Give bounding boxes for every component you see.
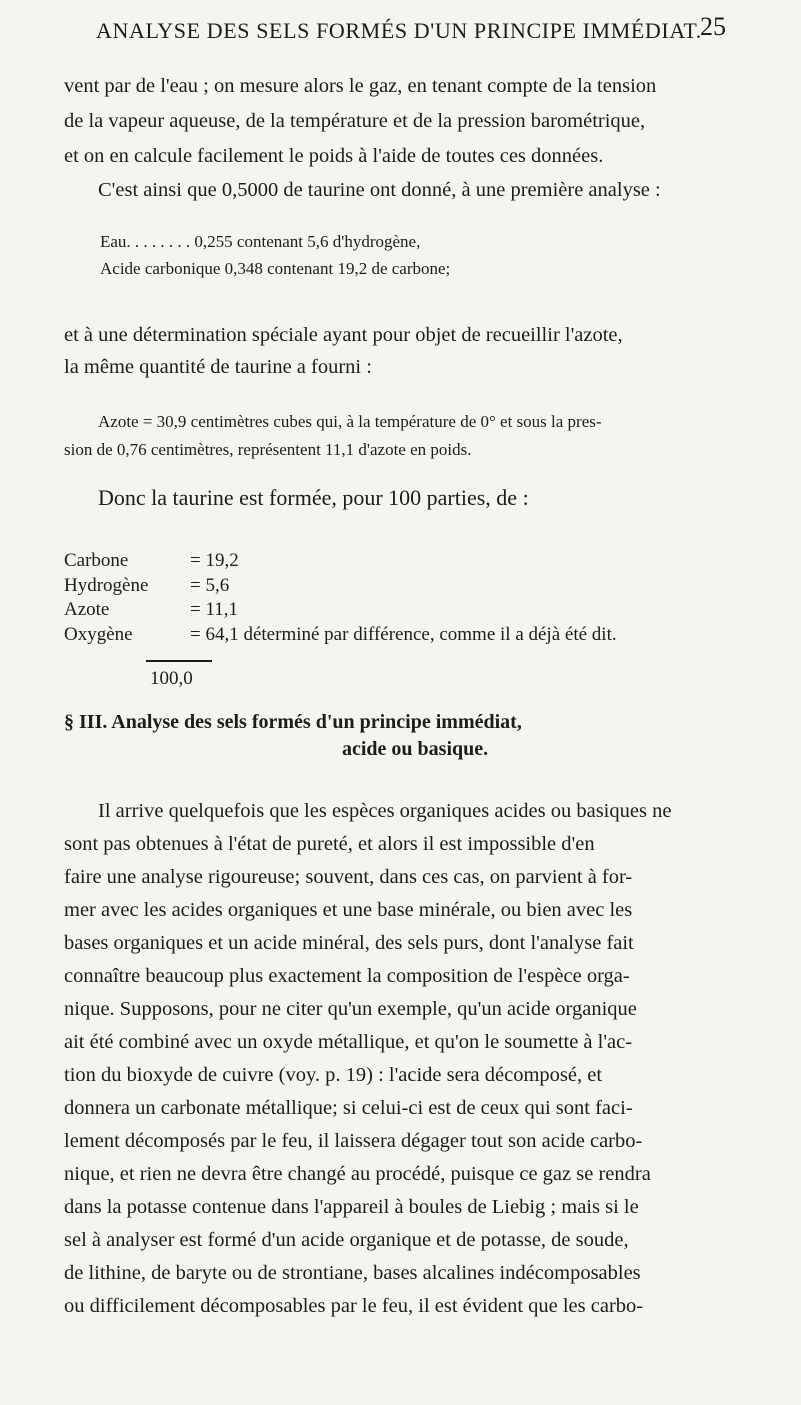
body-line: nique, et rien ne devra être changé au procédé, puisque ce gaz se rendra — [64, 1163, 651, 1185]
body-line: ait été combiné avec un oxyde métallique, et qu'on le soumette à l'ac- — [64, 1031, 633, 1053]
body-line: bases organiques et un acide minéral, des sels purs, dont l'analyse fait — [64, 932, 634, 954]
body-line: lement décomposés par le feu, il laissera dégager tout son acide carbo- — [64, 1130, 643, 1152]
azote-intro-line: la même quantité de taurine a fourni : — [64, 356, 372, 378]
body-line: sont pas obtenues à l'état de pureté, et alors il est impossible d'en — [64, 833, 595, 855]
intro-line: et on en calcule facilement le poids à l'aide de toutes ces données. — [64, 145, 604, 167]
element-name: Azote — [64, 599, 110, 620]
element-value: = 11,1 — [190, 599, 239, 620]
body-line: connaître beaucoup plus exactement la composition de l'espèce orga- — [64, 965, 630, 987]
intro-line: de la vapeur aqueuse, de la température et de la pression barométrique, — [64, 110, 646, 132]
element-value: = 19,2 — [190, 550, 239, 571]
body-line: faire une analyse rigoureuse; souvent, dans ces cas, on parvient à for- — [64, 866, 633, 888]
azote-intro-line: et à une détermination spéciale ayant pour objet de recueillir l'azote, — [64, 324, 623, 346]
element-value: = 64,1 déterminé par différence, comme il a déjà été dit. — [190, 624, 617, 645]
composition-row — [64, 575, 229, 597]
composition-row — [64, 599, 238, 621]
analysis-line-water: Eau. . . . . . . . 0,255 contenant 5,6 d'hydrogène, — [100, 232, 421, 251]
body-line: donnera un carbonate métallique; si celui-ci est de ceux qui sont faci- — [64, 1097, 633, 1119]
element-name: Carbone — [64, 550, 129, 571]
composition-total: 100,0 — [150, 668, 193, 689]
body-line: sel à analyser est formé d'un acide organique et de potasse, de soude, — [64, 1229, 629, 1251]
running-header: ANALYSE DES SELS FORMÉS D'UN PRINCIPE IMMÉDIAT. — [96, 18, 702, 43]
body-line: nique. Supposons, pour ne citer qu'un exemple, qu'un acide organique — [64, 998, 637, 1020]
azote-result-line: sion de 0,76 centimètres, représentent 11,1 d'azote en poids. — [64, 440, 472, 459]
intro-line: vent par de l'eau ; on mesure alors le gaz, en tenant compte de la tension — [64, 75, 657, 97]
body-line: tion du bioxyde de cuivre (voy. p. 19) : l'acide sera décomposé, et — [64, 1064, 603, 1086]
section-heading-line2: acide ou basique. — [342, 738, 489, 760]
composition-intro: Donc la taurine est formée, pour 100 parties, de : — [98, 485, 529, 510]
sum-rule — [146, 660, 212, 662]
body-line: ou difficilement décomposables par le feu, il est évident que les carbo- — [64, 1295, 644, 1317]
azote-result-line: Azote = 30,9 centimètres cubes qui, à la température de 0° et sous la pres- — [98, 412, 602, 431]
element-value: = 5,6 — [190, 575, 230, 596]
section-number: § III. — [64, 711, 108, 733]
element-name: Oxygène — [64, 624, 133, 645]
body-line: dans la potasse contenue dans l'appareil à boules de Liebig ; mais si le — [64, 1196, 639, 1218]
body-line: mer avec les acides organiques et une base minérale, ou bien avec les — [64, 899, 633, 921]
analysis-line-co2: Acide carbonique 0,348 contenant 19,2 de carbone; — [100, 259, 451, 278]
composition-row — [64, 550, 239, 572]
body-line: Il arrive quelquefois que les espèces organiques acides ou basiques ne — [98, 800, 672, 822]
page-number: 25 — [700, 12, 726, 41]
section-title: Analyse des sels formés d'un principe immédiat, — [111, 711, 522, 733]
section-heading-line1 — [64, 711, 522, 734]
element-name: Hydrogène — [64, 575, 149, 596]
composition-row — [64, 624, 617, 646]
body-line: de lithine, de baryte ou de strontiane, bases alcalines indécomposables — [64, 1262, 641, 1284]
intro-line: C'est ainsi que 0,5000 de taurine ont donné, à une première analyse : — [98, 179, 661, 201]
